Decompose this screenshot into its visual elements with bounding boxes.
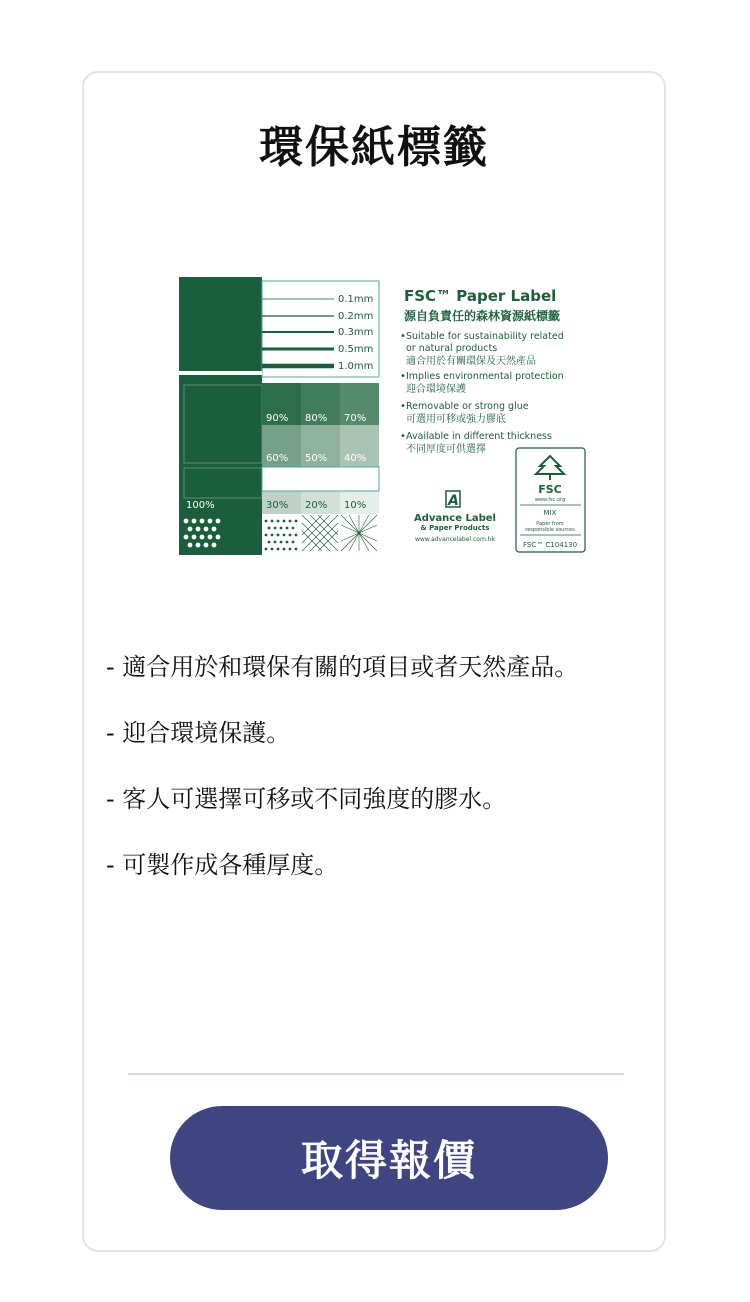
label-bullet-en: Removable or strong glue	[406, 401, 529, 412]
tint-label: 50%	[305, 453, 328, 464]
thickness-label: 0.2mm	[338, 311, 374, 322]
svg-text:•: •	[400, 431, 406, 442]
tint-label: 60%	[266, 453, 289, 464]
label-bullet-en: Suitable for sustainability related	[406, 331, 564, 342]
thickness-label: 0.3mm	[338, 327, 374, 338]
tint-label: 10%	[344, 500, 367, 511]
tint-label: 100%	[186, 500, 215, 511]
get-quote-button[interactable]: 取得報價	[170, 1106, 608, 1210]
fsc-badge	[516, 448, 585, 552]
label-bullet-zh: 可選用可移或強力膠底	[406, 414, 506, 425]
fsc-site: www.fsc.org	[534, 497, 566, 503]
label-bullet-zh: 迎合環境保護	[406, 384, 466, 395]
feature-item: - 迎合環境保護。	[106, 719, 291, 747]
feature-list	[106, 651, 666, 915]
company-logo	[414, 491, 496, 543]
label-heading: FSC™ Paper Label	[404, 287, 557, 305]
label-subheading: 源自負責任的森林資源紙標籤	[404, 309, 561, 323]
fsc-mix: MIX	[543, 509, 557, 517]
thickness-label: 0.5mm	[338, 344, 374, 355]
fsc-paper-label-image	[144, 265, 609, 570]
fsc-logo-text: FSC	[538, 483, 562, 496]
tint-label: 30%	[266, 500, 289, 511]
tint-label: 40%	[344, 453, 367, 464]
feature-item: - 適合用於和環保有關的項目或者天然產品。	[106, 653, 579, 681]
product-card	[82, 71, 666, 1252]
svg-text:A: A	[448, 493, 459, 509]
label-bullet-en: Implies environmental protection	[406, 371, 564, 382]
page-title: 環保紙標籤	[259, 122, 489, 173]
tint-label: 80%	[305, 413, 328, 424]
feature-item: - 客人可選擇可移或不同強度的膠水。	[106, 785, 507, 813]
line-screen-patterns	[302, 515, 377, 551]
label-bullet-zh: 不同厚度可供選擇	[406, 444, 486, 455]
svg-text:•: •	[400, 331, 406, 342]
tint-label: 90%	[266, 413, 289, 424]
tint-label: 20%	[305, 500, 328, 511]
label-bullet-en: or natural products	[406, 343, 498, 354]
feature-item: - 可製作成各種厚度。	[106, 851, 339, 879]
company-url: www.advancelabel.com.hk	[414, 536, 496, 543]
fsc-source: Paper from	[536, 521, 564, 527]
thickness-label: 1.0mm	[338, 361, 374, 372]
thickness-label: 0.1mm	[338, 294, 374, 305]
fsc-source: responsible sources	[525, 527, 575, 533]
svg-text:•: •	[400, 371, 406, 382]
svg-text:•: •	[400, 401, 406, 412]
fsc-code: FSC™ C104130	[522, 541, 578, 549]
label-bullet-zh: 適合用於有關環保及天然產品	[406, 356, 536, 367]
divider	[128, 1073, 624, 1075]
label-bullet-en: Available in different thickness	[406, 431, 552, 442]
company-name: Advance Label	[414, 513, 496, 524]
dark-swatch-column	[179, 277, 262, 555]
company-sub: & Paper Products	[420, 524, 490, 532]
tint-label: 70%	[344, 413, 367, 424]
